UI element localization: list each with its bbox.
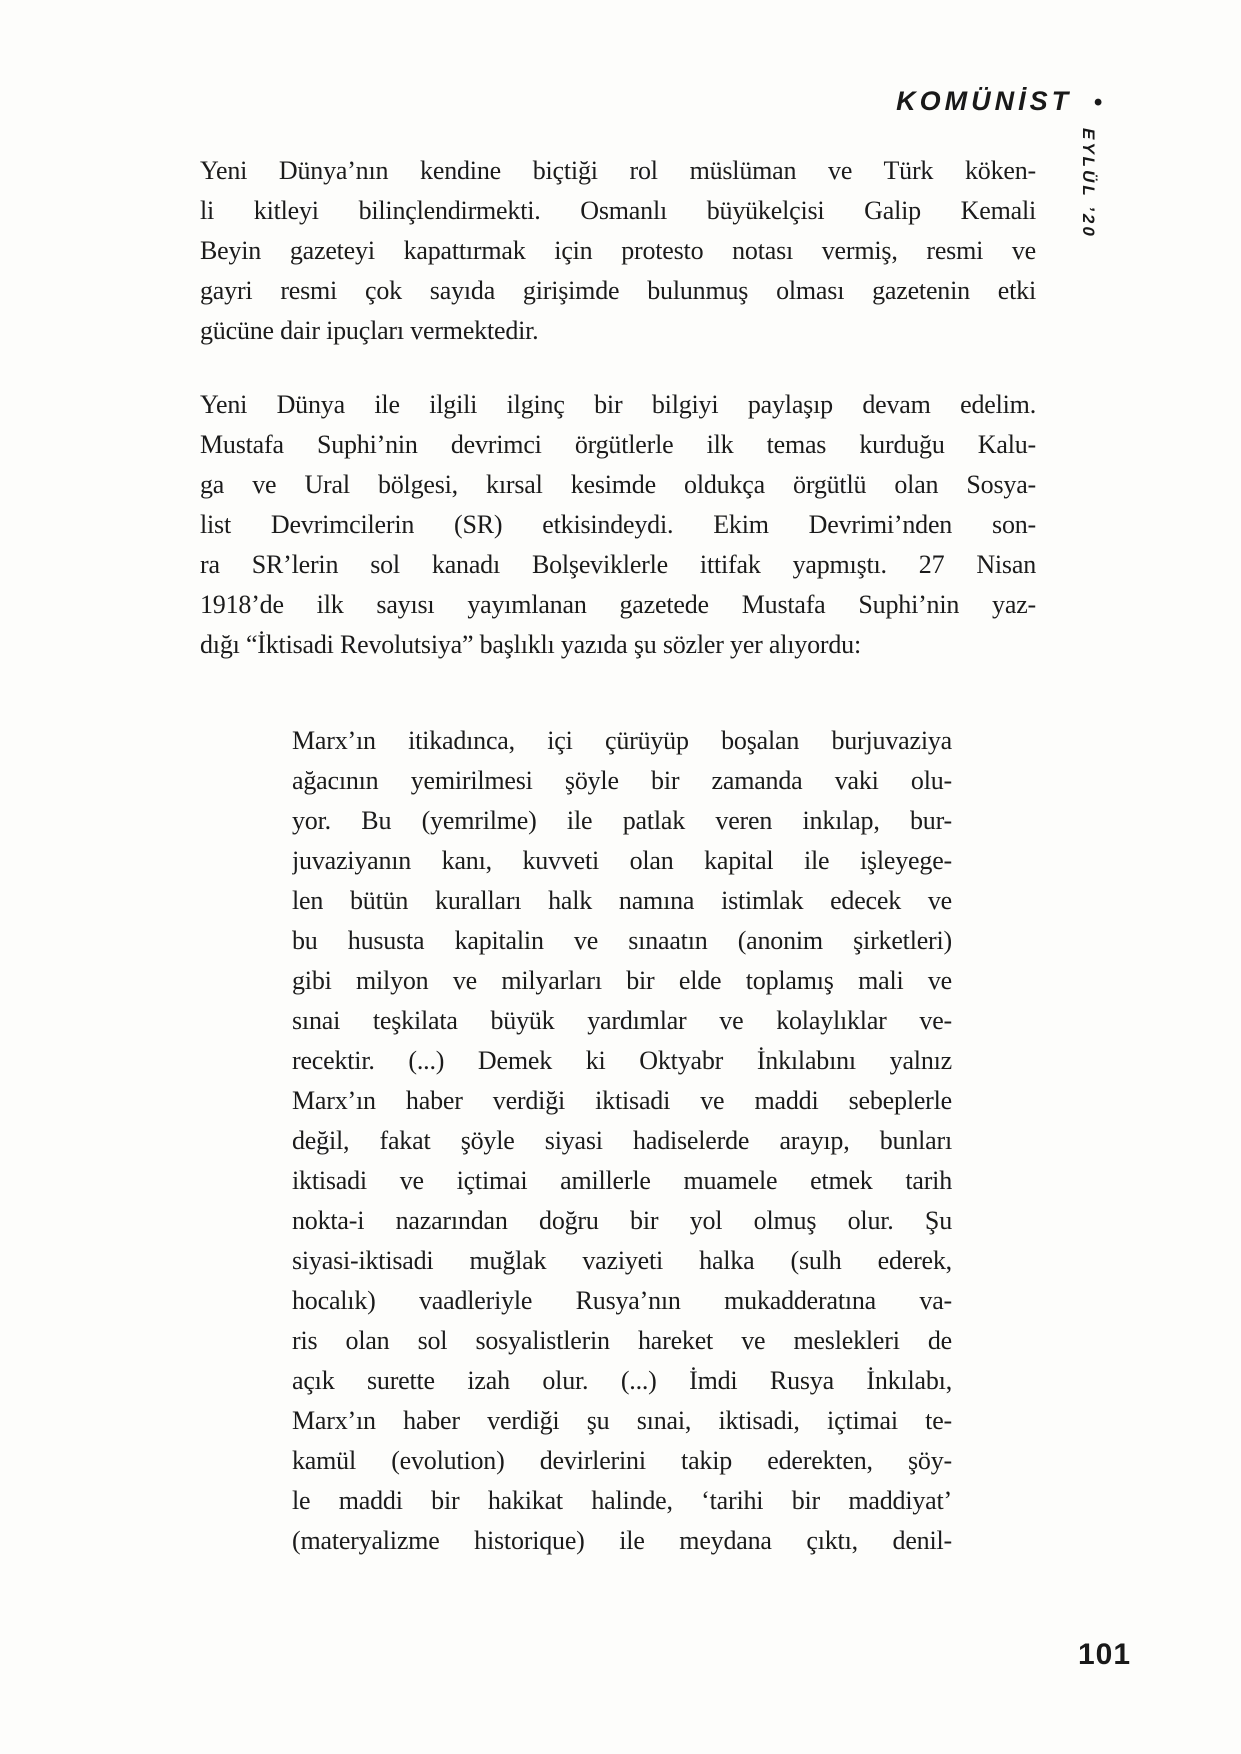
text-line: Marx’ın itikadınca, içi çürüyüp boşalan burjuvaziya xyxy=(292,726,952,755)
blockquote xyxy=(292,721,952,1561)
text-line: ris olan sol sosyalistlerin hareket ve meslekleri de xyxy=(292,1326,952,1355)
text-line: ga ve Ural bölgesi, kırsal kesimde oldukça örgütlü olan Sosya- xyxy=(200,470,1036,499)
text-block xyxy=(200,151,1036,1561)
text-line: Marx’ın haber verdiği iktisadi ve maddi sebeplerle xyxy=(292,1086,952,1115)
text-line: Beyin gazeteyi kapattırmak için protesto notası vermiş, resmi ve xyxy=(200,236,1036,265)
text-line: len bütün kuralları halk namına istimlak edecek ve xyxy=(292,886,952,915)
text-line: gayri resmi çok sayıda girişimde bulunmuş olması gazetenin etki xyxy=(200,276,1036,305)
text-line: recektir. (...) Demek ki Oktyabr İnkılabını yalnız xyxy=(292,1046,952,1075)
text-line: bu hususta kapitalin ve sınaatın (anonim şirketleri) xyxy=(292,926,952,955)
text-line: Marx’ın haber verdiği şu sınai, iktisadi, içtimai te- xyxy=(292,1406,952,1435)
bullet-icon: • xyxy=(1093,89,1102,116)
text-line: juvaziyanın kanı, kuvveti olan kapital ile işleyege- xyxy=(292,846,952,875)
text-line: gibi milyon ve milyarları bir elde toplamış mali ve xyxy=(292,966,952,995)
text-line: 1918’de ilk sayısı yayımlanan gazetede Mustafa Suphi’nin yaz- xyxy=(200,590,1036,619)
page-number: 101 xyxy=(1078,1638,1132,1671)
paragraph xyxy=(200,151,1036,351)
text-line: list Devrimcilerin (SR) etkisindeydi. Ekim Devrimi’nden son- xyxy=(200,510,1036,539)
text-line: hocalık) vaadleriyle Rusya’nın mukadderatına va- xyxy=(292,1286,952,1315)
text-line: ağacının yemirilmesi şöyle bir zamanda vaki olu- xyxy=(292,766,952,795)
text-line: ra SR’lerin sol kanadı Bolşeviklerle ittifak yapmıştı. 27 Nisan xyxy=(200,550,1036,579)
issue-date-vertical: EYLÜL ’20 xyxy=(1079,128,1098,239)
text-line: kamül (evolution) devirlerini takip ederekten, şöy- xyxy=(292,1446,952,1475)
text-line: yor. Bu (yemrilme) ile patlak veren inkılap, bur- xyxy=(292,806,952,835)
text-line: dığı “İktisadi Revolutsiya” başlıklı yazıda şu sözler yer alıyordu: xyxy=(200,630,861,659)
text-line: Yeni Dünya’nın kendine biçtiği rol müslüman ve Türk köken- xyxy=(200,156,1036,185)
paragraph xyxy=(200,385,1036,665)
text-line: li kitleyi bilinçlendirmekti. Osmanlı büyükelçisi Galip Kemali xyxy=(200,196,1036,225)
text-line: le maddi bir hakikat halinde, ‘tarihi bir maddiyat’ xyxy=(292,1486,952,1515)
text-line: gücüne dair ipuçları vermektedir. xyxy=(200,316,539,345)
text-line: iktisadi ve içtimai amillerle muamele etmek tarih xyxy=(292,1166,952,1195)
text-line: açık surette izah olur. (...) İmdi Rusya İnkılabı, xyxy=(292,1366,952,1395)
text-line: değil, fakat şöyle siyasi hadiselerde arayıp, bunları xyxy=(292,1126,952,1155)
journal-name: KOMÜNİST xyxy=(896,86,1073,116)
text-line: Yeni Dünya ile ilgili ilginç bir bilgiyi paylaşıp devam edelim. xyxy=(200,390,1036,419)
journal-title xyxy=(896,86,1102,117)
text-line: sınai teşkilata büyük yardımlar ve kolaylıklar ve- xyxy=(292,1006,952,1035)
text-line: Mustafa Suphi’nin devrimci örgütlerle ilk temas kurduğu Kalu- xyxy=(200,430,1036,459)
text-line: siyasi-iktisadi muğlak vaziyeti halka (sulh ederek, xyxy=(292,1246,952,1275)
text-line: (materyalizme historique) ile meydana çıktı, denil- xyxy=(292,1526,952,1555)
text-line: nokta-i nazarından doğru bir yol olmuş olur. Şu xyxy=(292,1206,952,1235)
